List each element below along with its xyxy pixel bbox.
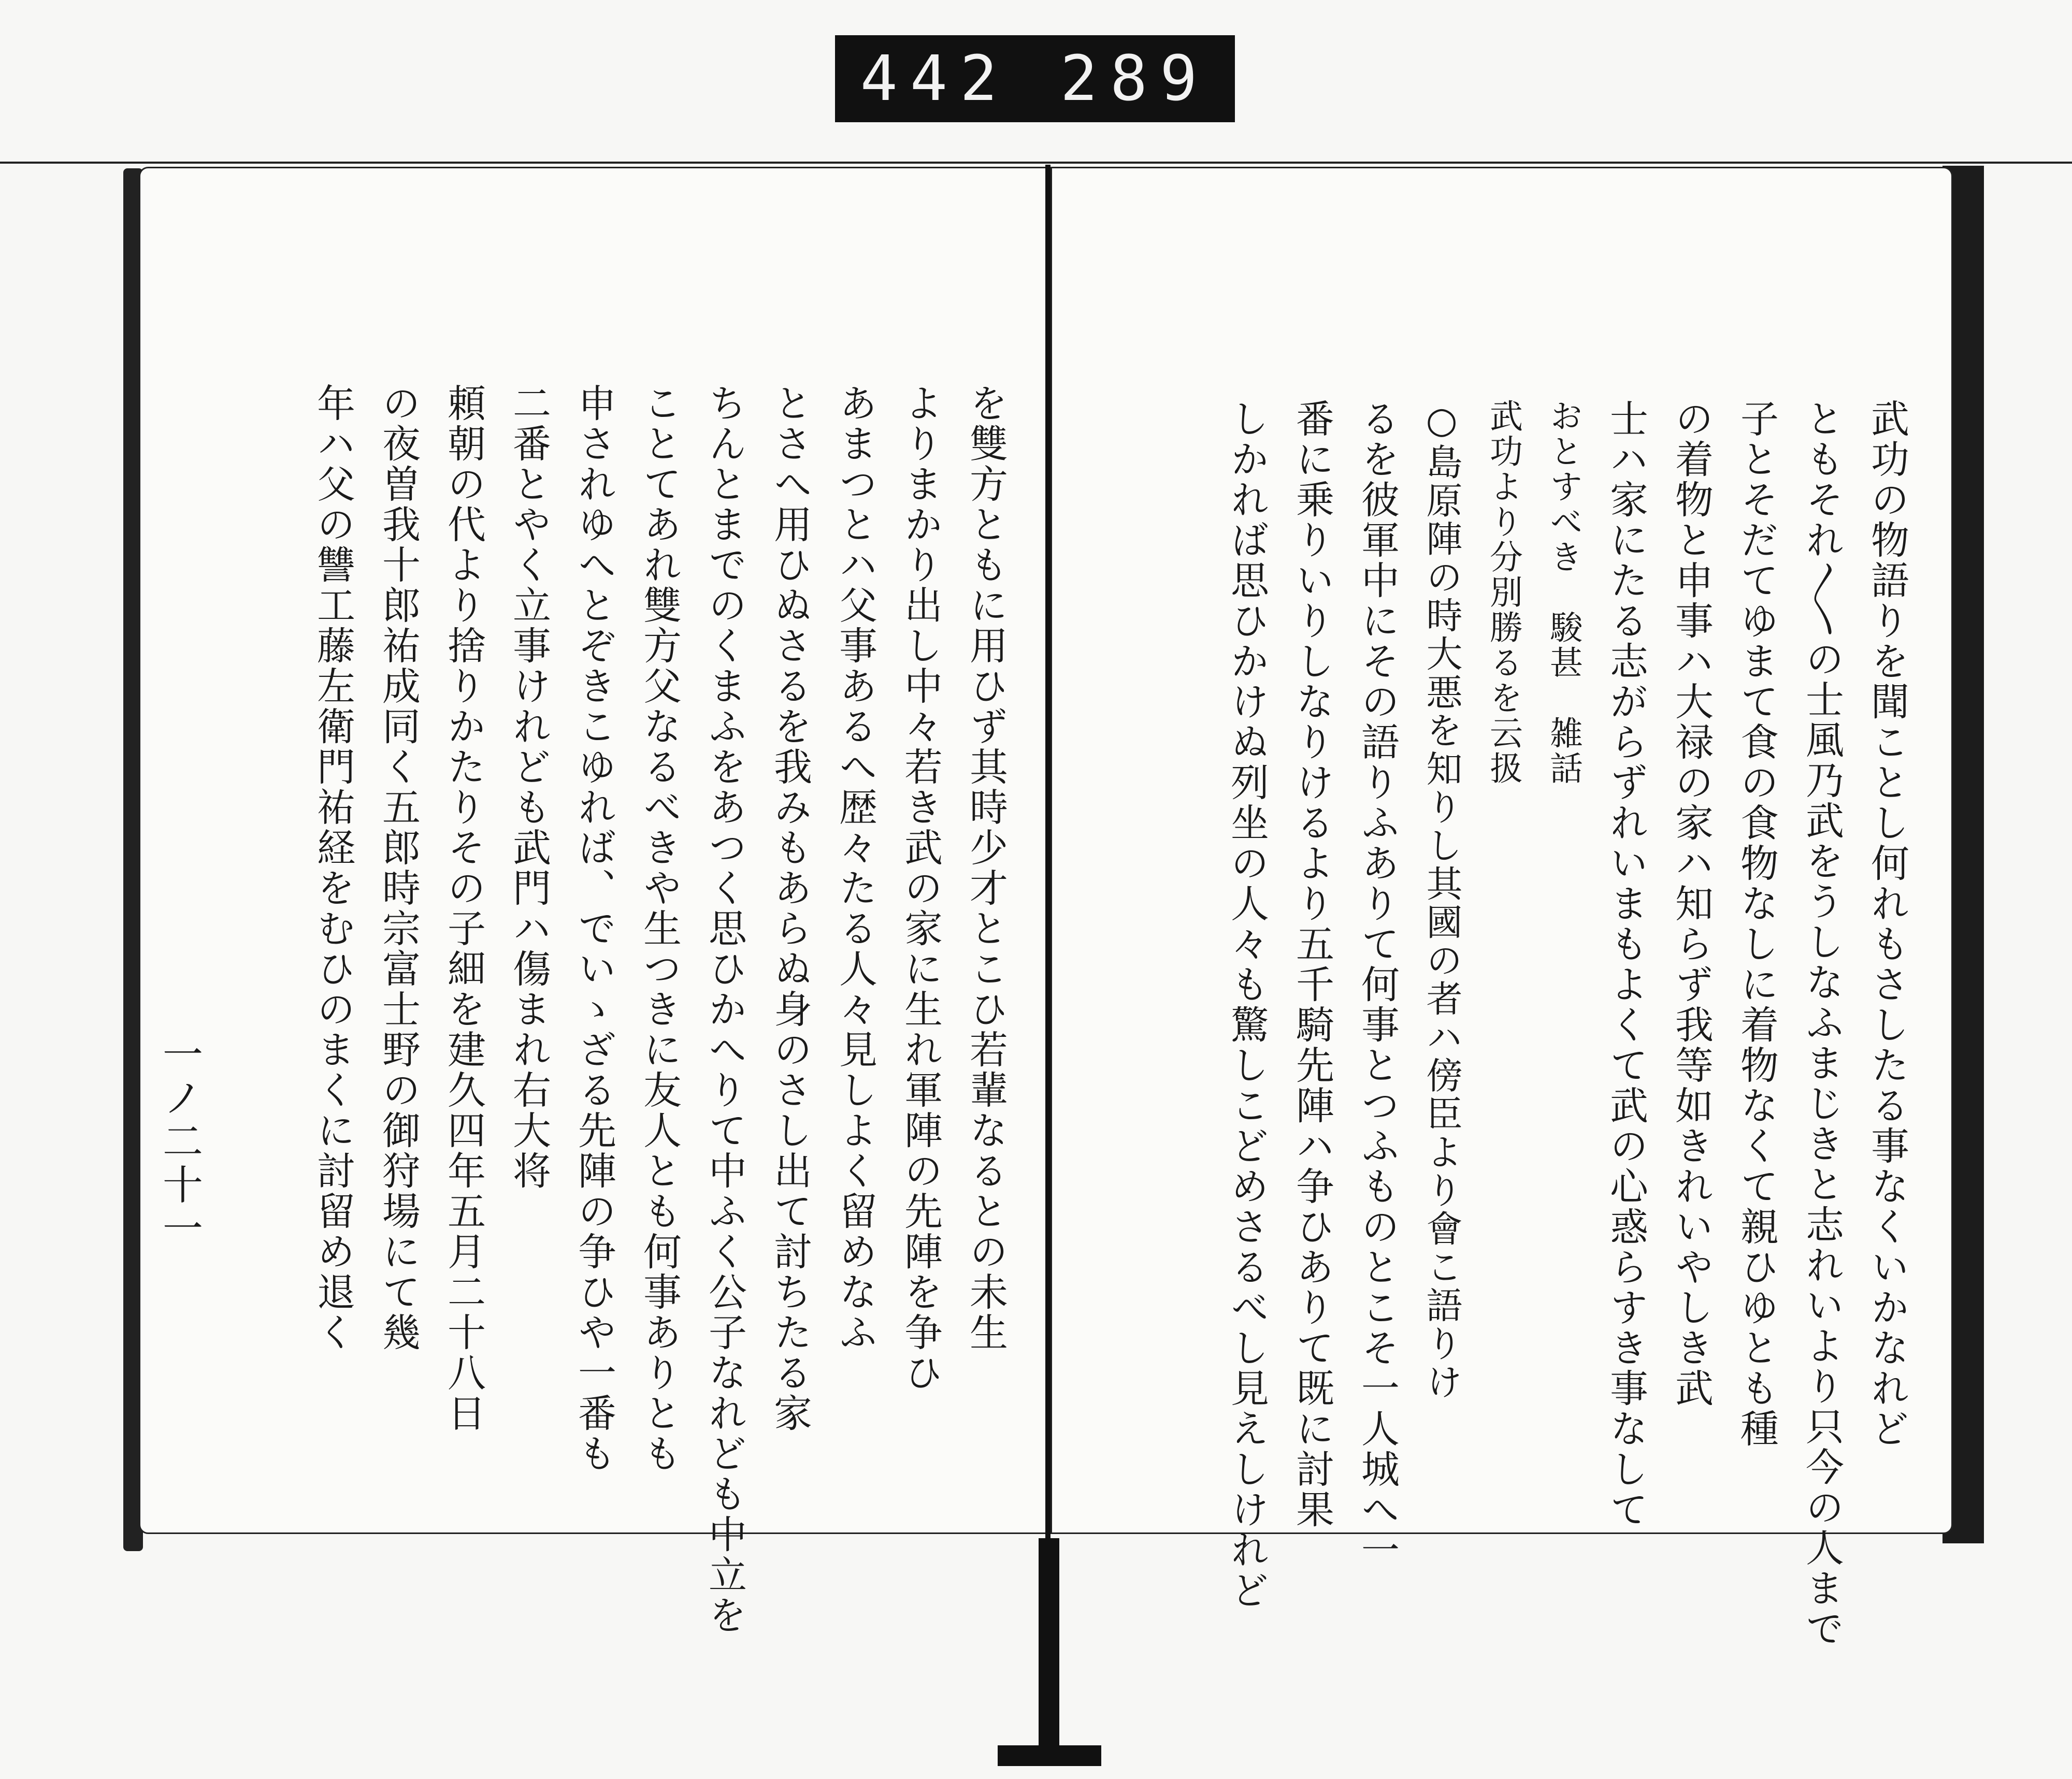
text-column: しかれば思ひかけぬ列坐の人々も驚しこどめさるべし見えしけれど <box>1225 399 1269 1611</box>
text-column: 二番とやく立事けれども武門ハ傷まれ右大将 <box>507 383 551 1191</box>
text-column: 頼朝の代より捨りかたりその子細を建久四年五月二十八日 <box>441 383 486 1434</box>
text-column: 年ハ父の讐工藤左衛門祐経をむひのまくに討留め退く <box>311 383 355 1353</box>
text-column: ○島原陣の時大悪を知りし其國の者ハ傍臣より會こ語りけ <box>1420 399 1463 1401</box>
text-column: 番に乗りいりしなりけるより五千騎先陣ハ争ひありて既に討果 <box>1290 399 1334 1530</box>
text-column: 士ハ家にたる志がらずれいまもよくて武の心惑らすき事なして <box>1604 399 1648 1530</box>
spine-stand <box>1039 1538 1059 1756</box>
text-column: ちんとまでのくまふをあつく思ひかへりて中ふく公子なれども中立を <box>702 383 747 1636</box>
text-column: ことてあれ雙方父なるべきや生つきに友人とも何事ありとも <box>637 383 682 1474</box>
catalog-number-left: 442 <box>860 42 1010 115</box>
text-column: 武功の物語りを聞ことし何れもさしたる事なくいかなれど <box>1865 399 1909 1449</box>
text-column: の着物と申事ハ大禄の家ハ知らず我等如きれいやしき武 <box>1669 399 1714 1409</box>
text-column: の夜曽我十郎祐成同く五郎時宗富士野の御狩場にて幾 <box>376 383 421 1353</box>
scan-top-rule <box>0 162 2072 164</box>
text-column: を雙方ともに用ひず其時少才とこひ若輩なるとの未生 <box>963 383 1008 1353</box>
section-heading: おとすべき 駿甚 雑話 <box>1544 399 1582 786</box>
page-folio: 一ノ二十一 <box>156 1033 203 1251</box>
spine-foot <box>998 1745 1101 1766</box>
book-spine <box>1045 165 1051 1542</box>
text-column: ともそれ〳〵の士風乃武をうしなふまじきと志れいより只今の人まで <box>1800 399 1844 1649</box>
text-column: よりまかり出し中々若き武の家に生れ軍陣の先陣を争ひ <box>898 383 943 1393</box>
section-subheading: 武功より分別勝るを云扱 <box>1484 399 1522 786</box>
text-column: 申されゆへとぞきこゆれば、でいゝざる先陣の争ひや一番も <box>572 383 616 1474</box>
left-page-text <box>207 383 1008 1636</box>
right-page-text <box>1098 399 1909 1649</box>
text-column: るを彼軍中にその語りふありて何事とつふものとこそ一人城へ一 <box>1355 399 1400 1570</box>
text-column: とさへ用ひぬさるを我みもあらぬ身のさし出て討ちたる家 <box>768 383 812 1434</box>
catalog-label <box>835 35 1235 122</box>
text-column: あまつとハ父事あるへ歴々たる人々見しよく留めなふ <box>833 383 877 1353</box>
text-column: 子とそだてゆまて食の食物なしに着物なくて親ひゆとも種 <box>1734 399 1779 1449</box>
catalog-number-right: 289 <box>1060 42 1210 115</box>
